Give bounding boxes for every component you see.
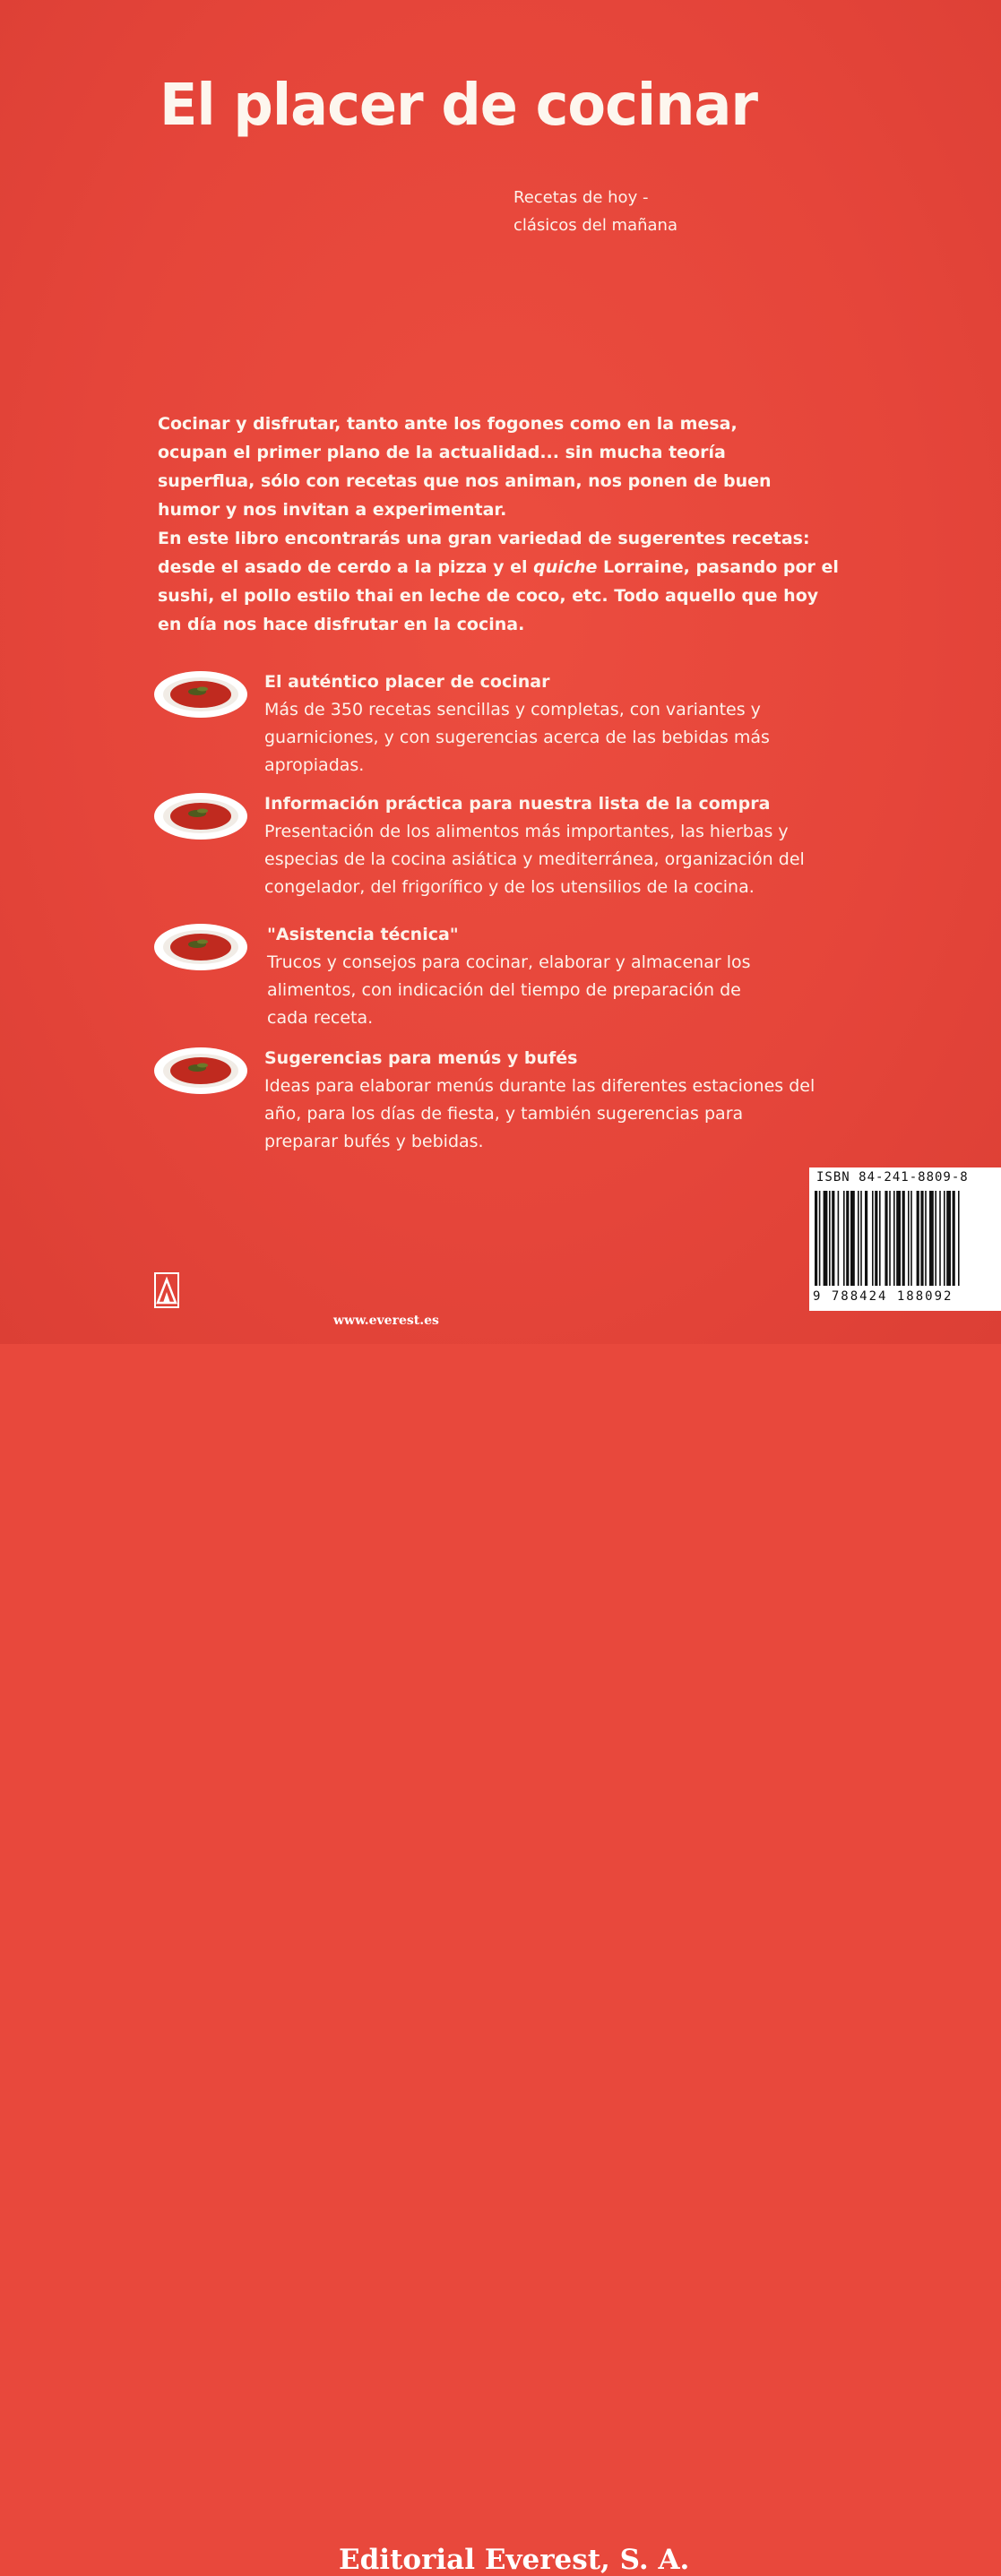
feature-item <box>152 668 833 794</box>
barcode-bar <box>910 1191 912 1286</box>
subtitle-line-1: Recetas de hoy - <box>513 188 649 207</box>
feature-body: Trucos y consejos para cocinar, elaborar y almacenar los alimentos, con indicación del tiempo de preparación de cada receta. <box>267 952 751 1028</box>
barcode-bar <box>829 1191 831 1286</box>
barcode-bar <box>908 1191 910 1286</box>
ean-number: 9 788424 188092 <box>813 1289 954 1304</box>
book-subtitle <box>513 184 677 239</box>
barcode-bar <box>879 1191 881 1286</box>
barcode-bar <box>875 1191 877 1286</box>
feature-title: Sugerencias para menús y bufés <box>264 1048 578 1068</box>
barcode-bar <box>917 1191 919 1286</box>
barcode-bar <box>824 1191 828 1286</box>
barcode-bar <box>939 1191 941 1286</box>
soup-plate-icon <box>152 790 249 842</box>
feature-item <box>152 1045 833 1170</box>
barcode-bar <box>846 1191 849 1286</box>
intro-paragraph-2-start: En este libro encontrarás una gran variedad de sugerentes recetas: desde el asado de cerdo a la pizza y el <box>158 529 810 577</box>
barcode-bar <box>920 1191 923 1286</box>
barcode-bar <box>929 1191 934 1286</box>
soup-plate-icon <box>152 1045 249 1097</box>
barcode-bar <box>946 1191 951 1286</box>
isbn-number: ISBN 84-241-8809-8 <box>816 1170 969 1185</box>
barcode-bar <box>838 1191 840 1286</box>
barcode-bar <box>860 1191 862 1286</box>
barcode-bars <box>815 1191 997 1286</box>
barcode-bar <box>865 1191 867 1286</box>
feature-body: Más de 350 recetas sencillas y completas, con variantes y guarniciones, y con sugerencias acerca de las bebidas más apropiadas. <box>264 700 770 775</box>
barcode-bar <box>850 1191 855 1286</box>
soup-plate-icon <box>152 668 249 720</box>
barcode-bar <box>925 1191 927 1286</box>
barcode-bar <box>958 1191 960 1286</box>
barcode-bar <box>843 1191 845 1286</box>
book-title: El placer de cocinar <box>160 73 758 139</box>
barcode-bar <box>902 1191 905 1286</box>
intro-italic-word: quiche <box>533 557 598 577</box>
intro-paragraph-2 <box>158 524 839 639</box>
intro-paragraph-1: Cocinar y disfrutar, tanto ante los fogones como en la mesa, ocupan el primer plano de la actualidad... sin mucha teoría superflua, sólo con recetas que nos animan, nos ponen de buen humor y nos invitan a experimentar. <box>158 414 772 520</box>
feature-body: Ideas para elaborar menús durante las diferentes estaciones del año, para los días de fiesta, y también sugerencias para preparar bufés y bebidas. <box>264 1076 815 1151</box>
feature-title: Información práctica para nuestra lista de la compra <box>264 794 771 814</box>
feature-item <box>152 790 833 916</box>
soup-plate-icon <box>152 921 249 973</box>
barcode-bar <box>832 1191 834 1286</box>
everest-mountain-logo <box>154 1272 179 1308</box>
publisher-website: www.everest.es <box>333 1314 439 1328</box>
feature-body: Presentación de los alimentos más importantes, las hierbas y especias de la cocina asiática y mediterránea, organización del congelador, del frigorífico y de los utensilios de la cocina. <box>264 822 805 897</box>
barcode-bar <box>935 1191 936 1286</box>
intro-paragraph-2-end: Lorraine, pasando por el sushi, el pollo estilo thai en leche de coco, etc. Todo aquello que hoy en día nos hace disfrutar en la cocina. <box>158 557 839 634</box>
barcode-bar <box>872 1191 874 1286</box>
barcode-bar <box>819 1191 821 1286</box>
barcode-bar <box>815 1191 817 1286</box>
feature-title: El auténtico placer de cocinar <box>264 672 550 692</box>
subtitle-line-2: clásicos del mañana <box>513 216 677 235</box>
isbn-barcode <box>809 1167 1001 1311</box>
barcode-bar <box>893 1191 895 1286</box>
feature-item <box>152 921 833 1047</box>
barcode-bar <box>858 1191 859 1286</box>
barcode-bar <box>944 1191 945 1286</box>
barcode-bar <box>953 1191 955 1286</box>
barcode-bar <box>896 1191 901 1286</box>
intro-text <box>158 409 964 639</box>
barcode-bar <box>889 1191 891 1286</box>
feature-title: "Asistencia técnica" <box>267 925 459 944</box>
publisher-name: Editorial Everest, S. A. <box>339 2544 690 2576</box>
barcode-bar <box>885 1191 887 1286</box>
